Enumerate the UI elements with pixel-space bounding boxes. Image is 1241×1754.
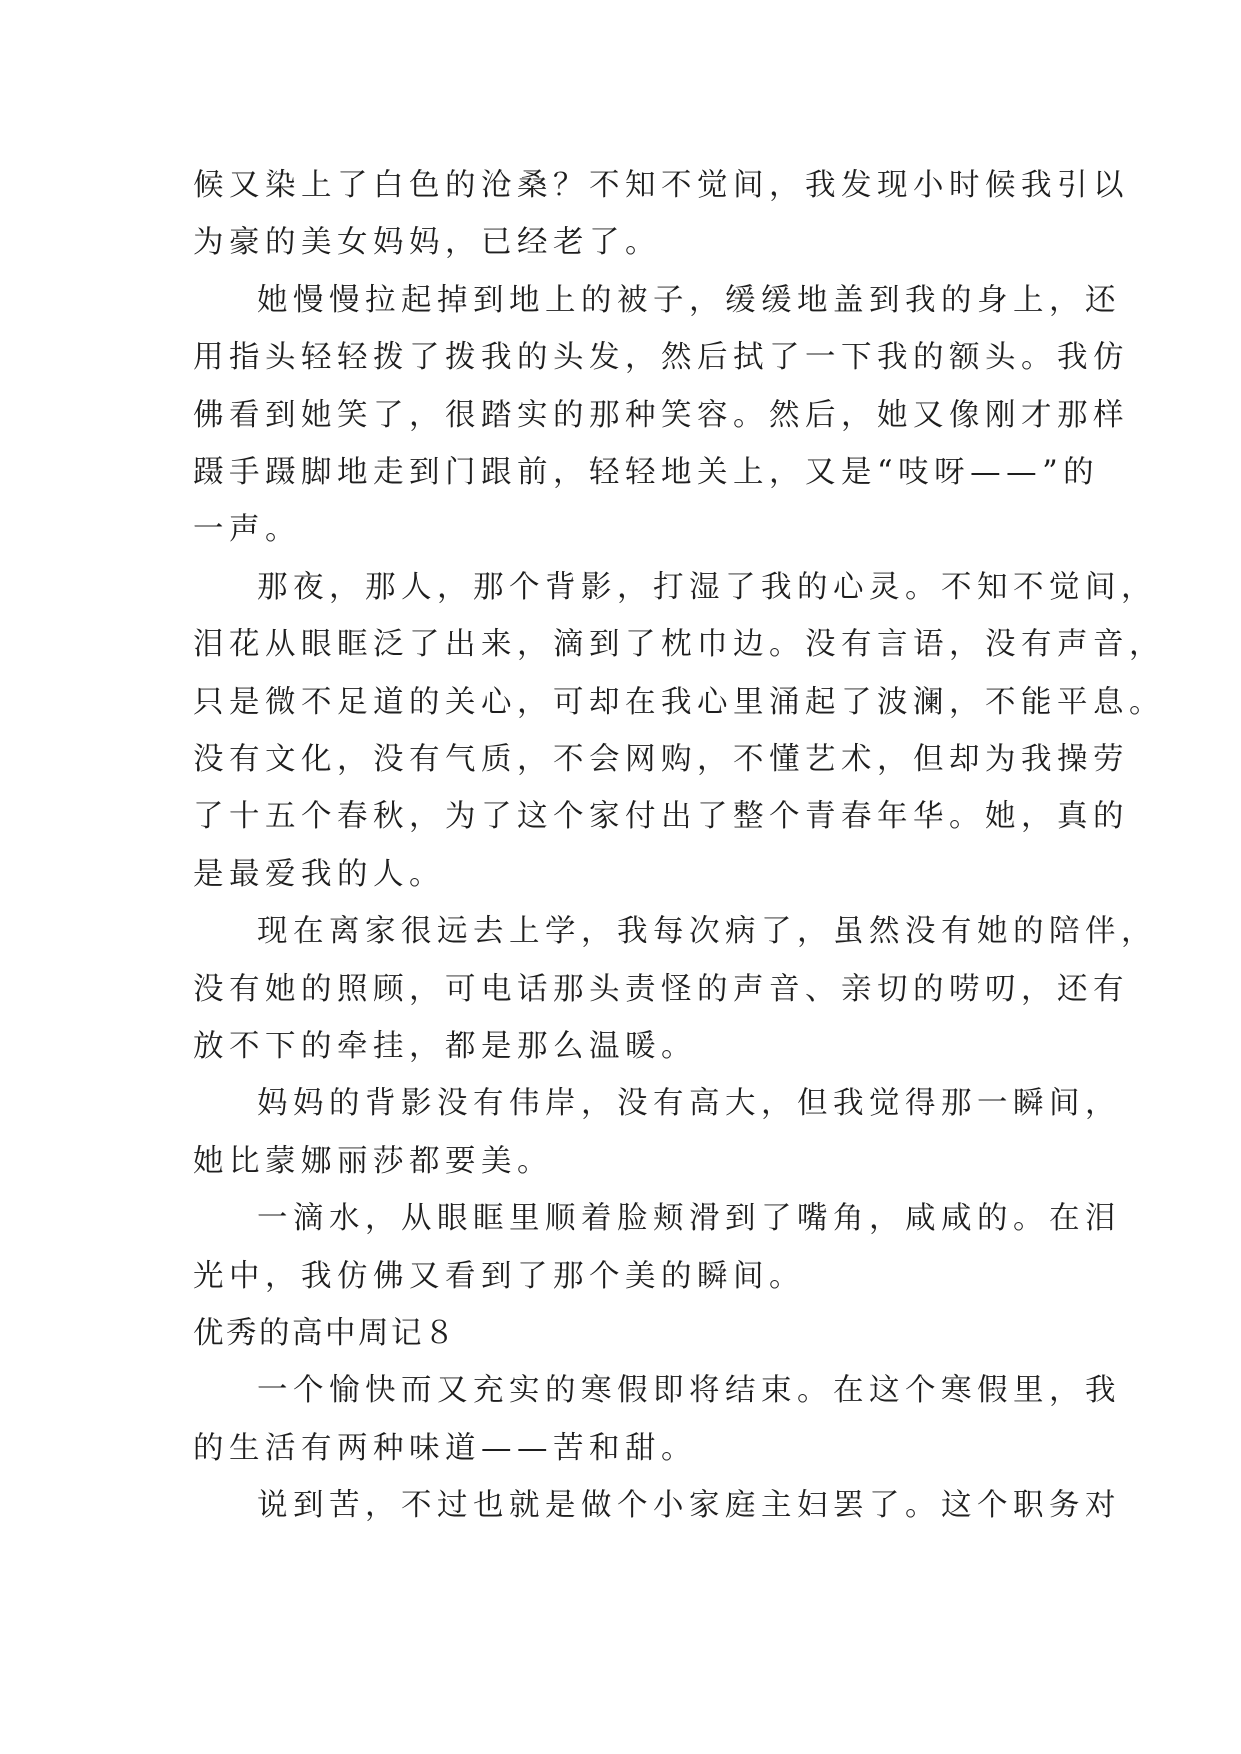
text-line: 放不下的牵挂，都是那么温暖。 (193, 1029, 697, 1064)
text-line: 了十五个春秋，为了这个家付出了整个青春年华。她，真的 (193, 799, 1129, 834)
text-line: 没有文化，没有气质，不会网购，不懂艺术，但却为我操劳 (193, 742, 1129, 777)
text-line: 为豪的美女妈妈，已经老了。 (193, 225, 661, 260)
section-heading: 优秀的高中周记８ (193, 1316, 457, 1351)
text-line: 那夜，那人，那个背影，打湿了我的心灵。不知不觉间， (257, 570, 1157, 605)
text-line: 是最爱我的人。 (193, 857, 445, 892)
text-line: 只是微不足道的关心，可却在我心里涌起了波澜，不能平息。 (193, 685, 1165, 720)
text-line: 用指头轻轻拨了拨我的头发，然后拭了一下我的额头。我仿 (193, 340, 1129, 375)
text-line: 说到苦，不过也就是做个小家庭主妇罢了。这个职务对 (257, 1488, 1121, 1523)
text-line: 她比蒙娜丽莎都要美。 (193, 1144, 553, 1179)
text-line: 她慢慢拉起掉到地上的被子，缓缓地盖到我的身上，还 (257, 283, 1121, 318)
text-line: 一声。 (193, 512, 301, 547)
text-line: 一个愉快而又充实的寒假即将结束。在这个寒假里，我 (257, 1373, 1121, 1408)
text-line: 佛看到她笑了，很踏实的那种笑容。然后，她又像刚才那样 (193, 398, 1129, 433)
text-line: 妈妈的背影没有伟岸，没有高大，但我觉得那一瞬间， (257, 1086, 1121, 1121)
text-line: 的生活有两种味道——苦和甜。 (193, 1431, 697, 1466)
text-line: 光中，我仿佛又看到了那个美的瞬间。 (193, 1259, 805, 1294)
text-line: 候又染上了白色的沧桑？不知不觉间，我发现小时候我引以 (193, 168, 1129, 203)
text-line: 现在离家很远去上学，我每次病了，虽然没有她的陪伴， (257, 914, 1157, 949)
text-line: 没有她的照顾，可电话那头责怪的声音、亲切的唠叨，还有 (193, 972, 1129, 1007)
text-line: 蹑手蹑脚地走到门跟前，轻轻地关上，又是“吱呀——”的 (193, 455, 1100, 490)
text-line: 一滴水，从眼眶里顺着脸颊滑到了嘴角，咸咸的。在泪 (257, 1201, 1121, 1236)
text-line: 泪花从眼眶泛了出来，滴到了枕巾边。没有言语，没有声音， (193, 627, 1165, 662)
